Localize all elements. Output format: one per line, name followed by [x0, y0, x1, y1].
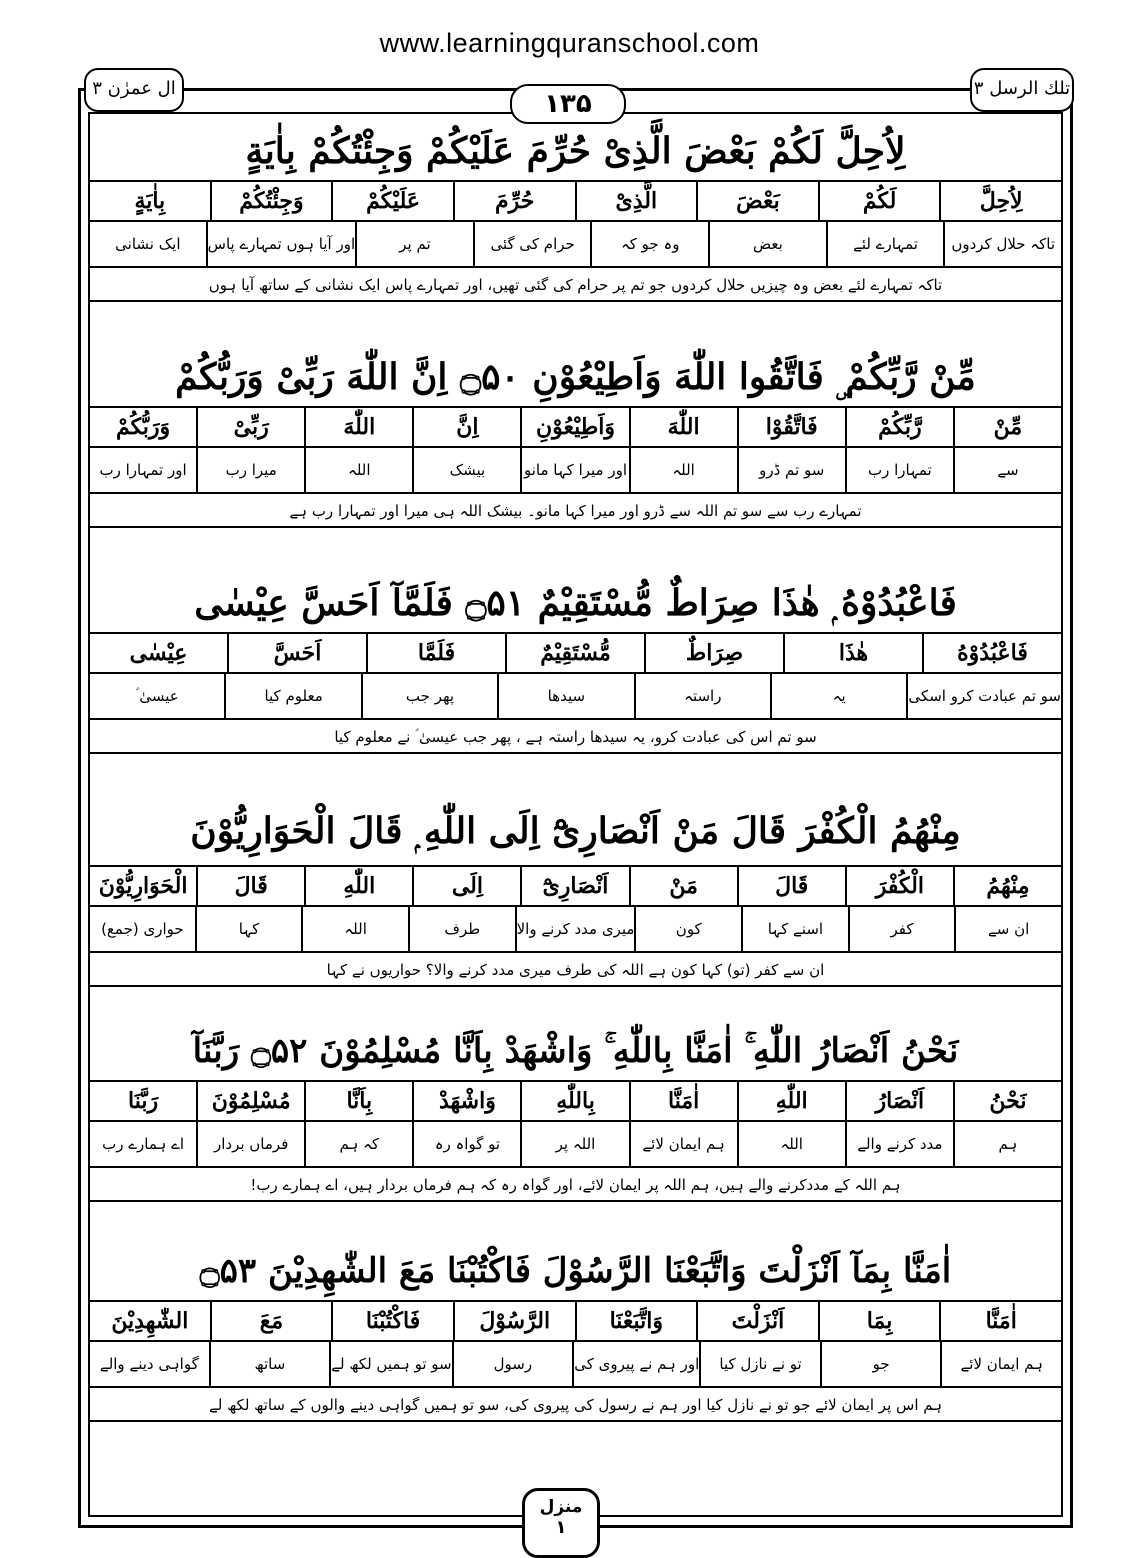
- urdu-meaning-cell: کون: [634, 907, 741, 951]
- urdu-meaning-cell: معلوم کیا: [224, 674, 360, 718]
- arabic-word-cell: اٰمَنَّا: [939, 1302, 1061, 1340]
- arabic-word-cell: عِيْسٰى: [129, 640, 188, 666]
- urdu-translation: تمہارے رب سے سو تم اللہ سے ڈرو اور میرا کہا مانو۔ بیشک اللہ ہی میرا اور تمہارا رب ہے: [90, 494, 1061, 528]
- meaning-row: [90, 1122, 1061, 1168]
- arabic-word-cell: وَاتَّبَعْنَا: [575, 1302, 697, 1340]
- word-row: [90, 408, 1061, 448]
- urdu-meaning-cell: راستہ: [634, 674, 770, 718]
- juz-name-tab: تلك الرسل ۳: [970, 68, 1074, 112]
- arabic-word-cell: قَالَ: [196, 867, 304, 905]
- urdu-meaning-cell: اور تمہارا رب: [99, 461, 187, 479]
- arabic-word-cell: وَاَطِيْعُوْنِ: [520, 408, 628, 446]
- page-number: ۱۳۵: [510, 84, 626, 124]
- word-row: [90, 867, 1061, 907]
- urdu-meaning-cell: تمہارے لئے: [826, 222, 944, 266]
- arabic-word-cell: حُرِّمَ: [453, 182, 575, 220]
- urdu-meaning-cell: پھر جب: [361, 674, 497, 718]
- arabic-word-cell: اللّٰهَ: [304, 408, 412, 446]
- arabic-word-cell: نَحْنُ: [953, 1082, 1061, 1120]
- arabic-word-cell: مُسْلِمُوْنَ: [196, 1082, 304, 1120]
- urdu-meaning-cell: گواہی دینے والے: [99, 1355, 199, 1373]
- arabic-word-cell: بَعْضَ: [696, 182, 818, 220]
- arabic-word-cell: الْكُفْرَ: [845, 867, 953, 905]
- arabic-word-cell: قَالَ: [737, 867, 845, 905]
- arabic-word-cell: وَجِئْتُكُمْ: [210, 182, 332, 220]
- urdu-meaning-cell: یہ: [770, 674, 906, 718]
- word-row: [90, 634, 1061, 674]
- meaning-row: [90, 1342, 1061, 1388]
- urdu-translation: سو تم اس کی عبادت کرو، یہ سیدھا راستہ ہے ، پھر جب عیسیٰ ؑ نے معلوم کیا: [90, 720, 1061, 754]
- urdu-meaning-cell: تمہارا رب: [845, 448, 953, 492]
- urdu-meaning-cell: وہ جو کہ: [590, 222, 708, 266]
- urdu-meaning-cell: اور ہم نے پیروی کی: [572, 1342, 699, 1386]
- arabic-word-cell: فَلَمَّا: [366, 634, 505, 672]
- arabic-word-cell: وَاشْهَدْ: [412, 1082, 520, 1120]
- arabic-verse: نَحْنُ اَنْصَارُ اللّٰهِ ۚ اٰمَنَّا بِاللّٰهِ ۚ وَاشْهَدْ بِاَنَّا مُسْلِمُوْنَ ۝۵۲ رَبَّنَآ: [90, 1020, 1061, 1082]
- urdu-meaning-cell: ہم ایمان لائے: [940, 1342, 1061, 1386]
- arabic-word-cell: اِلَى: [412, 867, 520, 905]
- urdu-meaning-cell: مدد کرنے والے: [845, 1122, 953, 1166]
- urdu-meaning-cell: اور میرا کہا مانو: [520, 448, 628, 492]
- urdu-meaning-cell: اور آیا ہوں تمہارے پاس: [206, 222, 356, 266]
- arabic-word-cell: اللّٰهِ: [304, 867, 412, 905]
- arabic-word-cell: مَنْ: [629, 867, 737, 905]
- urdu-meaning-cell: ہم: [953, 1122, 1061, 1166]
- urdu-meaning-cell: سیدھا: [497, 674, 633, 718]
- verse-section: [90, 120, 1061, 302]
- arabic-word-cell: اَحَسَّ: [227, 634, 366, 672]
- arabic-word-cell: اَنْصَارِىْٓ: [520, 867, 628, 905]
- urdu-meaning-cell: اللہ پر: [520, 1122, 628, 1166]
- arabic-verse: اٰمَنَّا بِمَآ اَنْزَلْتَ وَاتَّبَعْنَا الرَّسُوْلَ فَاكْتُبْنَا مَعَ الشّٰهِدِيْنَ ۝۵۳: [90, 1240, 1061, 1302]
- manzil-number: ۱: [555, 1517, 567, 1538]
- urdu-translation: ہم اس پر ایمان لائے جو تو نے نازل کیا اور ہم نے رسول کی پیروی کی، سو تو ہمیں گواہی دینے والوں کے ساتھ لکھ لے: [90, 1388, 1061, 1422]
- arabic-word-cell: فَاتَّقُوْا: [737, 408, 845, 446]
- urdu-meaning-cell: اللہ: [304, 448, 412, 492]
- meaning-row: [90, 674, 1061, 720]
- urdu-meaning-cell: کہ ہم: [304, 1122, 412, 1166]
- site-url: www.learningquranschool.com: [379, 28, 760, 58]
- meaning-row: [90, 222, 1061, 268]
- urdu-meaning-cell: طرف: [408, 907, 515, 951]
- urdu-meaning-cell: سو تم عبادت کرو اسکی: [906, 674, 1061, 718]
- arabic-verse: فَاعْبُدُوْهُ ۭ هٰذَا صِرَاطٌ مُّسْتَقِيْمٌ ۝۵۱ فَلَمَّآ اَحَسَّ عِيْسٰى: [90, 572, 1061, 634]
- urdu-meaning-cell: ساتھ: [209, 1342, 330, 1386]
- urdu-translation: ان سے کفر (تو) کہا کون ہے اللہ کی طرف میری مدد کرنے والا؟ حواریوں نے کہا: [90, 953, 1061, 987]
- urdu-meaning-cell: سے: [953, 448, 1061, 492]
- arabic-word-cell: بِاَنَّا: [304, 1082, 412, 1120]
- urdu-meaning-cell: اللہ: [301, 907, 408, 951]
- verse-section: [90, 1020, 1061, 1202]
- urdu-meaning-cell: اللہ: [737, 1122, 845, 1166]
- surah-name-tab: ال عمرٰن ۳: [84, 68, 184, 112]
- arabic-word-cell: رَبِّىْ: [196, 408, 304, 446]
- arabic-word-cell: اٰمَنَّا: [629, 1082, 737, 1120]
- arabic-word-cell: اَنْصَارُ: [845, 1082, 953, 1120]
- urdu-meaning-cell: میرا رب: [196, 448, 304, 492]
- arabic-word-cell: هٰذَا: [783, 634, 922, 672]
- arabic-word-cell: مُّسْتَقِيْمٌ: [505, 634, 644, 672]
- word-row: [90, 182, 1061, 222]
- urdu-meaning-cell: تو نے نازل کیا: [699, 1342, 820, 1386]
- verse-section: [90, 1240, 1061, 1422]
- urdu-meaning-cell: جو: [820, 1342, 941, 1386]
- arabic-word-cell: اللّٰهَ: [629, 408, 737, 446]
- arabic-word-cell: اَنْزَلْتَ: [696, 1302, 818, 1340]
- arabic-verse: لِاُحِلَّ لَكُمْ بَعْضَ الَّذِىْ حُرِّمَ عَلَيْكُمْ وَجِئْتُكُمْ بِاٰيَةٍ: [90, 120, 1061, 182]
- arabic-word-cell: لَكُمْ: [818, 182, 940, 220]
- arabic-word-cell: صِرَاطٌ: [644, 634, 783, 672]
- urdu-meaning-cell: ایک نشانی: [115, 235, 181, 253]
- arabic-word-cell: مِنْهُمُ: [953, 867, 1061, 905]
- arabic-word-cell: الْحَوَارِيُّوْنَ: [98, 873, 188, 899]
- arabic-word-cell: اِنَّ: [412, 408, 520, 446]
- urdu-meaning-cell: اسنے کہا: [741, 907, 848, 951]
- arabic-word-cell: لِاُحِلَّ: [939, 182, 1061, 220]
- urdu-meaning-cell: تاکہ حلال کردوں: [943, 222, 1061, 266]
- urdu-meaning-cell: بیشک: [412, 448, 520, 492]
- urdu-meaning-cell: حواری (جمع): [101, 920, 184, 938]
- urdu-meaning-cell: رسول: [452, 1342, 573, 1386]
- urdu-translation: تاکہ تمہارے لئے بعض وہ چیزیں حلال کردوں جو تم پر حرام کی گئی تھیں، اور تمہارے پاس ایک نشانی کے ساتھ آیا ہوں: [90, 268, 1061, 302]
- meaning-row: [90, 907, 1061, 953]
- arabic-word-cell: الرَّسُوْلَ: [453, 1302, 575, 1340]
- meaning-row: [90, 448, 1061, 494]
- manzil-badge: [522, 1488, 600, 1558]
- urdu-meaning-cell: تو گواہ رہ: [412, 1122, 520, 1166]
- urdu-meaning-cell: ان سے: [954, 907, 1061, 951]
- arabic-word-cell: بِاللّٰهِ: [520, 1082, 628, 1120]
- urdu-meaning-cell: ہم ایمان لائے: [629, 1122, 737, 1166]
- arabic-word-cell: مِّنْ: [953, 408, 1061, 446]
- urdu-meaning-cell: بعض: [708, 222, 826, 266]
- urdu-meaning-cell: کہا: [195, 907, 302, 951]
- urdu-meaning-cell: میری مدد کرنے والا: [515, 907, 635, 951]
- urdu-meaning-cell: کفر: [848, 907, 955, 951]
- urdu-meaning-cell: اے ہمارے رب: [102, 1135, 185, 1153]
- verse-section: [90, 572, 1061, 754]
- arabic-word-cell: الَّذِىْ: [575, 182, 697, 220]
- arabic-word-cell: الشّٰهِدِيْنَ: [111, 1308, 189, 1334]
- arabic-verse: مِنْهُمُ الْكُفْرَ قَالَ مَنْ اَنْصَارِىْٓ اِلَى اللّٰهِ ۭ قَالَ الْحَوَارِيُّوْنَ: [90, 795, 1061, 867]
- arabic-word-cell: فَاعْبُدُوْهُ: [922, 634, 1061, 672]
- urdu-meaning-cell: فرماں بردار: [196, 1122, 304, 1166]
- urdu-meaning-cell: تم پر: [355, 222, 473, 266]
- word-row: [90, 1302, 1061, 1342]
- arabic-word-cell: فَاكْتُبْنَا: [331, 1302, 453, 1340]
- arabic-word-cell: اللّٰهِ: [737, 1082, 845, 1120]
- arabic-verse: مِّنْ رَّبِّكُمْ ۣ فَاتَّقُوا اللّٰهَ وَاَطِيْعُوْنِ ۝۵۰ اِنَّ اللّٰهَ رَبِّىْ وَرَبُّكُمْ: [90, 346, 1061, 408]
- manzil-label: منزل: [539, 1497, 583, 1517]
- arabic-word-cell: وَرَبُّكُمْ: [115, 414, 171, 440]
- urdu-meaning-cell: اللہ: [629, 448, 737, 492]
- arabic-word-cell: مَعَ: [210, 1302, 332, 1340]
- arabic-word-cell: رَبَّنَا: [128, 1088, 159, 1114]
- urdu-meaning-cell: عیسیٰ ؑ: [135, 687, 179, 705]
- urdu-meaning-cell: سو تو ہمیں لکھ لے: [329, 1342, 451, 1386]
- urdu-translation: ہم اللہ کے مددکرنے والے ہیں، ہم اللہ پر ایمان لائے، اور گواہ رہ کہ ہم فرماں بردار ہیں، اے ہمارے رب!: [90, 1168, 1061, 1202]
- word-row: [90, 1082, 1061, 1122]
- arabic-word-cell: بِمَا: [818, 1302, 940, 1340]
- arabic-word-cell: رَّبِّكُمْ: [845, 408, 953, 446]
- arabic-word-cell: عَلَيْكُمْ: [331, 182, 453, 220]
- arabic-word-cell: بِاٰيَةٍ: [134, 188, 166, 214]
- urdu-meaning-cell: حرام کی گئی: [473, 222, 591, 266]
- urdu-meaning-cell: سو تم ڈرو: [737, 448, 845, 492]
- verse-section: [90, 346, 1061, 528]
- verse-section: [90, 795, 1061, 987]
